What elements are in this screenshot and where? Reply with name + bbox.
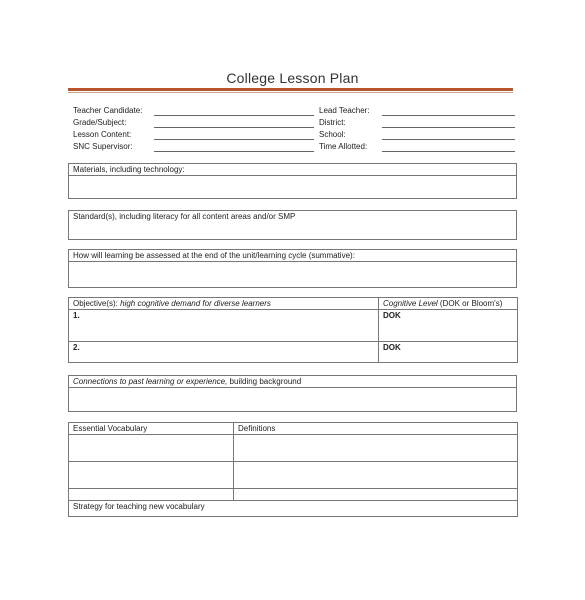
- cognitive-level-header: [379, 298, 518, 310]
- vocabulary-strategy-cell[interactable]: [69, 501, 518, 517]
- vocabulary-row-3-term[interactable]: [69, 489, 234, 501]
- assessment-label: How will learning be assessed at the end of the unit/learning cycle (summative):: [69, 250, 517, 262]
- vocabulary-row-2-definition[interactable]: [234, 462, 518, 489]
- assessment-box: [68, 249, 517, 288]
- school-label: School:: [319, 130, 346, 139]
- connections-box: [68, 375, 517, 412]
- materials-box: [68, 163, 517, 199]
- district-field[interactable]: [382, 127, 515, 128]
- vocabulary-row-1-term[interactable]: [69, 435, 234, 462]
- district-label: District:: [319, 118, 346, 127]
- cognitive-level-italic: Cognitive Level: [383, 299, 438, 308]
- connections-italic: Connections to past learning or experience,: [73, 377, 228, 386]
- vocabulary-row-3-definition[interactable]: [234, 489, 518, 501]
- lead-teacher-label: Lead Teacher:: [319, 106, 370, 115]
- time-allotted-field[interactable]: [382, 151, 515, 152]
- standards-box: [68, 210, 517, 240]
- vocabulary-row-1-definition[interactable]: [234, 435, 518, 462]
- standards-label: Standard(s), including literacy for all content areas and/or SMP: [73, 212, 296, 221]
- teacher-candidate-field[interactable]: [154, 115, 314, 116]
- objectives-header: [69, 298, 379, 310]
- objective-1-dok-cell[interactable]: [379, 310, 518, 342]
- connections-label: [69, 376, 517, 388]
- objective-2-number: 2.: [73, 343, 80, 352]
- snc-supervisor-label: SNC Supervisor:: [73, 142, 133, 151]
- connections-input[interactable]: [69, 388, 517, 412]
- objective-2-dok-cell[interactable]: [379, 342, 518, 363]
- objective-1-number: 1.: [73, 311, 80, 320]
- time-allotted-label: Time Allotted:: [319, 142, 368, 151]
- essential-vocabulary-header: Essential Vocabulary: [69, 423, 234, 435]
- snc-supervisor-field[interactable]: [154, 151, 314, 152]
- objective-1-dok: DOK: [383, 311, 401, 320]
- objectives-prefix: Objective(s):: [73, 299, 121, 308]
- lead-teacher-field[interactable]: [382, 115, 515, 116]
- page-title: College Lesson Plan: [226, 70, 359, 86]
- connections-rest: building background: [227, 377, 302, 386]
- grade-subject-field[interactable]: [154, 127, 314, 128]
- cognitive-level-rest: (DOK or Bloom's): [437, 299, 503, 308]
- lesson-content-label: Lesson Content:: [73, 130, 132, 139]
- assessment-input[interactable]: [69, 262, 517, 288]
- grade-subject-label: Grade/Subject:: [73, 118, 127, 127]
- vocabulary-row-2-term[interactable]: [69, 462, 234, 489]
- vocabulary-strategy-label: Strategy for teaching new vocabulary: [73, 502, 205, 511]
- title-rule-thin: [68, 92, 513, 93]
- objective-1-cell[interactable]: [69, 310, 379, 342]
- teacher-candidate-label: Teacher Candidate:: [73, 106, 143, 115]
- standards-cell[interactable]: [69, 211, 517, 240]
- objective-2-dok: DOK: [383, 343, 401, 352]
- school-field[interactable]: [382, 139, 515, 140]
- definitions-header: Definitions: [234, 423, 518, 435]
- objectives-italic: high cognitive demand for diverse learners: [120, 299, 271, 308]
- vocabulary-table: [68, 422, 518, 517]
- objective-2-cell[interactable]: [69, 342, 379, 363]
- title-rule-thick: [68, 88, 513, 91]
- materials-input[interactable]: [69, 176, 517, 199]
- materials-label: Materials, including technology:: [69, 164, 517, 176]
- objectives-table: [68, 297, 518, 363]
- lesson-content-field[interactable]: [154, 139, 314, 140]
